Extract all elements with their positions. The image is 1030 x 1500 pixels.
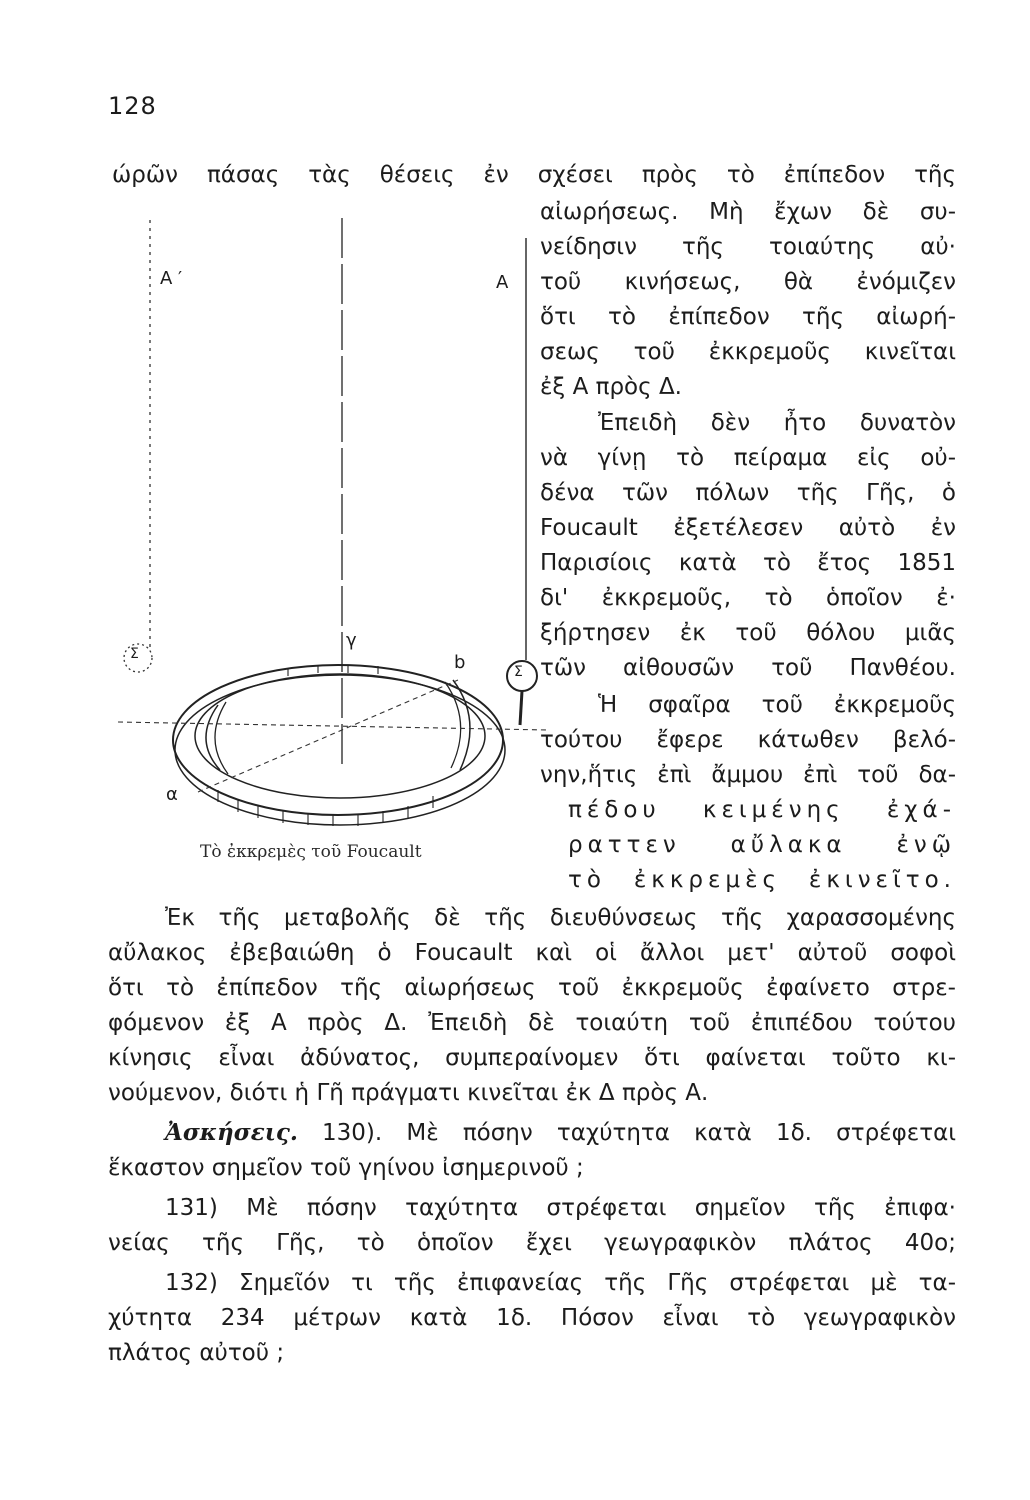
text-line: ξήρτησεν ἐκ τοῦ θόλου μιᾶς [540,620,956,646]
text-line: Ἡ σφαῖρα τοῦ ἐκκρεμοῦς [598,692,956,718]
text-line: ὅτι τὸ ἐπίπεδον τῆς αἰωρήσεως τοῦ ἐκκρεμοῦς ἐφαίνετο στρε- [108,975,956,1001]
text-line: αὔλακος ἐβεβαιώθη ὁ Foucault καὶ οἱ ἄλλοι μετ' αὐτοῦ σοφοὶ [108,940,956,966]
text-line: νούμενον, διότι ἡ Γῆ πράγματι κινεῖται ἐκ Δ πρὸς Α. [108,1080,709,1106]
label-a: A [496,272,509,293]
text-line: Ἐκ τῆς μεταβολῆς δὲ τῆς διευθύνσεως τῆς χαρασσομένης [165,905,956,931]
text-line: χύτητα 234 μέτρων κατὰ 1δ. Πόσον εἶναι τὸ γεωγραφικὸν [108,1305,956,1331]
text-line: 132) Σημεῖόν τι τῆς ἐπιφανείας τῆς Γῆς στρέφεται μὲ τα- [165,1270,956,1296]
groove-left-inner [215,702,228,774]
text-line: τῶν αἰθουσῶν τοῦ Πανθέου. [540,655,956,681]
text-line: Foucault ἐξετέλεσεν αὐτὸ ἐν [540,515,956,541]
text-line: νην,ἥτις ἐπὶ ἄμμου ἐπὶ τοῦ δα- [540,762,956,788]
text-line: πλάτος αὐτοῦ ; [108,1340,285,1366]
rim-ticks [218,665,433,826]
tray-rim-ellipse [175,675,505,825]
groove-left [206,705,220,770]
text-line: σεως τοῦ ἐκκρεμοῦς κινεῖται [540,339,956,365]
text-line: τούτου ἔφερε κάτωθεν βελό- [540,727,956,753]
text-line: Ἐπειδὴ δὲν ἦτο δυνατὸν [598,410,956,436]
label-alpha: α [166,784,178,805]
text-line: δι' ἐκκρεμοῦς, τὸ ὁποῖον ἐ· [540,585,956,611]
label-a-prime: A ′ [160,268,183,289]
label-sigma-right: Σ [514,664,523,680]
foucault-pendulum-figure [108,210,548,840]
text-line: νὰ γίνῃ τὸ πείραμα εἰς οὐ- [540,445,956,471]
tray-inner-ellipse [195,674,485,798]
label-sigma-left: Σ [130,646,139,662]
tray-outer-ellipse [173,665,503,815]
text-line: τοῦ κινήσεως, θὰ ἐνόμιζεν [540,269,956,295]
text-line: ἐξ Α πρὸς Δ. [540,374,682,400]
text-line: κίνησις εἶναι ἀδύνατος, συμπεραίνομεν ὅτι φαίνεται τοῦτο κι- [108,1045,956,1071]
text-line: πέδου κειμένης ἐχά- [568,797,956,823]
text-line: τὸ ἐκκρεμὲς ἐκινεῖτο. [568,867,956,893]
text-line: 131) Μὲ πόσην ταχύτητα στρέφεται σημεῖον τῆς ἐπιφα· [165,1195,956,1221]
text-line: δένα τῶν πόλων τῆς Γῆς, ὁ [540,480,956,506]
text-line: ώρῶν πάσας τὰς θέσεις ἐν σχέσει πρὸς τὸ ἐπίπεδον τῆς [112,162,956,188]
exercises-label: Ἀσκήσεις. [165,1119,298,1146]
bob-needle [520,691,522,725]
text-line: νείας τῆς Γῆς, τὸ ὁποῖον ἔχει γεωγραφικὸν πλάτος 40ο; [108,1230,956,1256]
label-gamma: γ [346,630,357,651]
text-line: νείδησιν τῆς τοιαύτης αὐ· [540,234,956,260]
page-number: 128 [108,92,157,120]
text-line: ραττεν αὔλακα ἐνῷ [568,832,956,858]
text-line: αἰωρήσεως. Μὴ ἔχων δὲ συ- [540,199,956,225]
text-line: ἕκαστον σημεῖον τοῦ γηίνου ἰσημερινοῦ ; [108,1155,584,1181]
dashed-diameter-diagonal [198,680,458,792]
label-beta: b [454,652,466,673]
exercise-130: 130). Μὲ πόσην ταχύτητα κατὰ 1δ. στρέφεται [322,1120,957,1146]
text-line [165,1118,956,1148]
text-line: φόμενον ἐξ Α πρὸς Δ. Ἐπειδὴ δὲ τοιαύτη τοῦ ἐπιπέδου τούτου [108,1010,956,1036]
text-line: ὅτι τὸ ἐπίπεδον τῆς αἰωρή- [540,304,956,330]
pendulum-diagram [108,210,548,840]
figure-caption: Τὸ ἐκκρεμὲς τοῦ Foucault [200,842,422,862]
text-line: Παρισίοις κατὰ τὸ ἔτος 1851 [540,550,956,576]
